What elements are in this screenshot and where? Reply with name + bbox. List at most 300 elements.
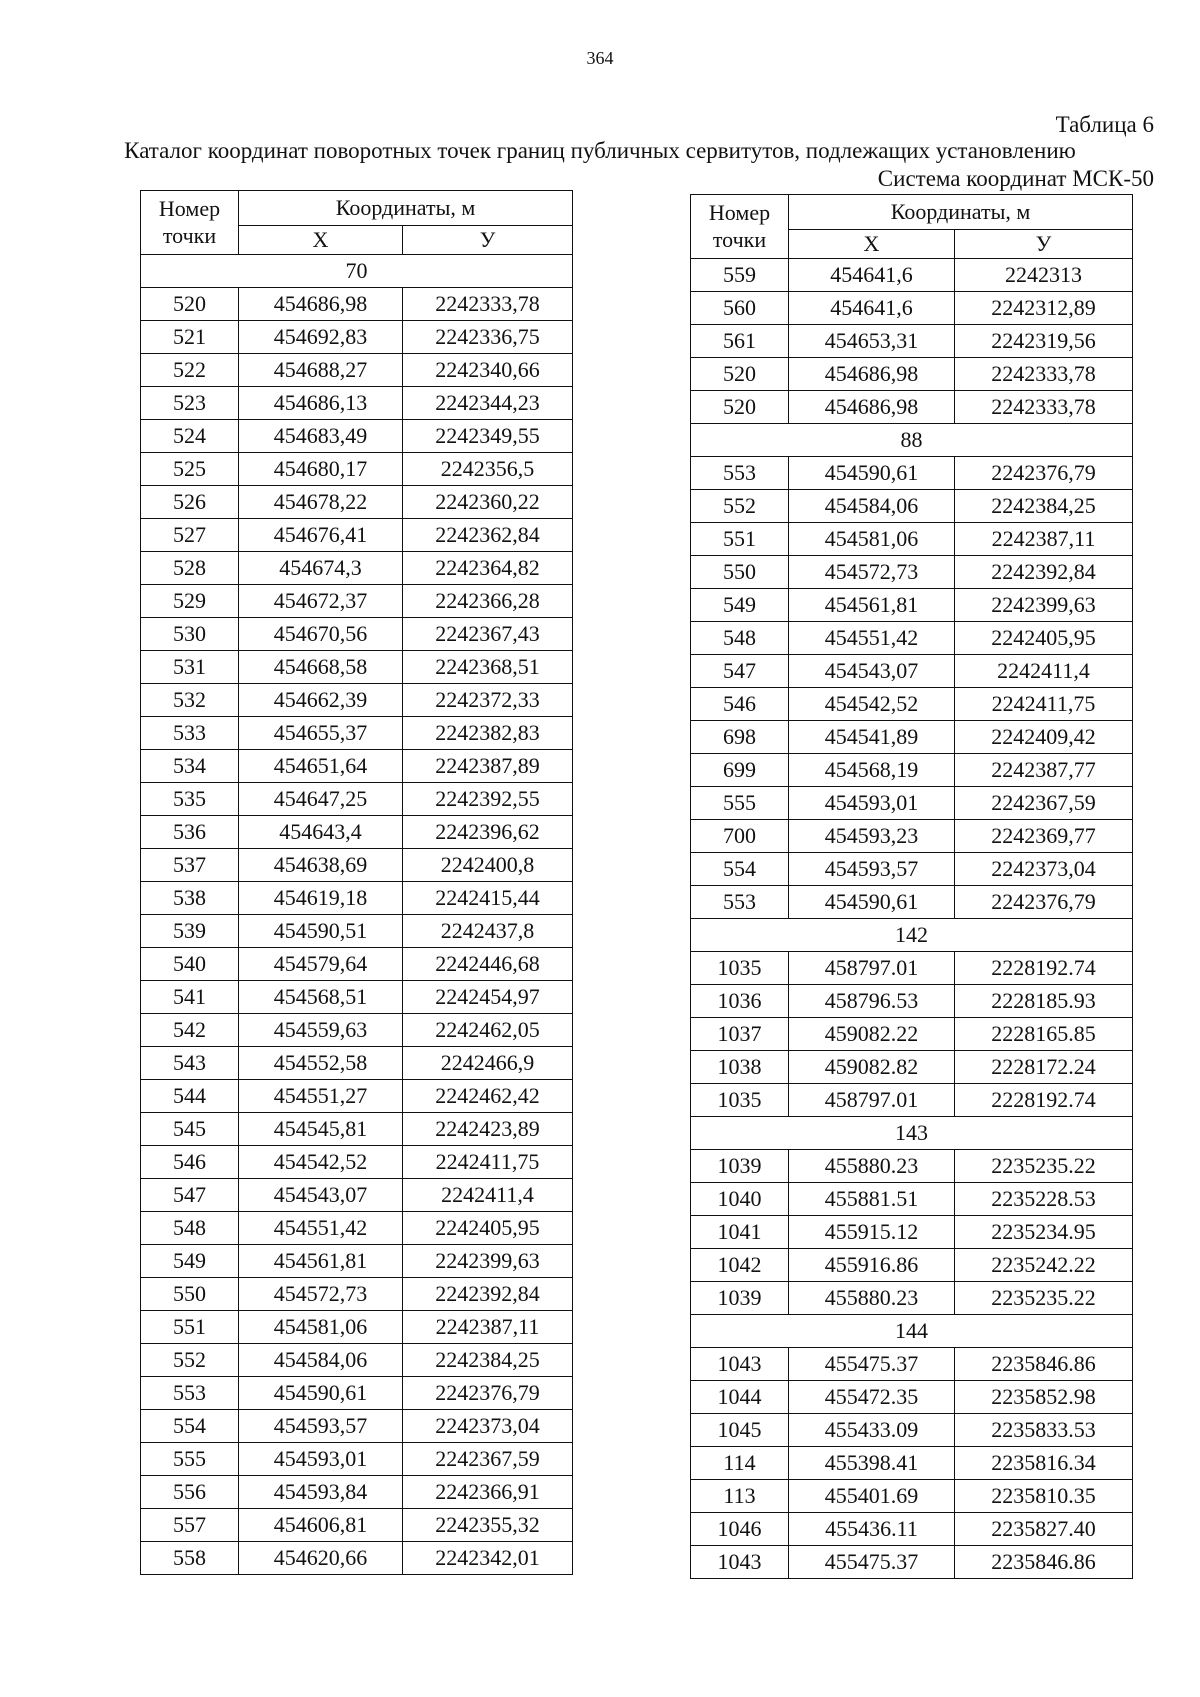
y-coordinate-cell: 2242364,82	[403, 552, 573, 585]
table-row	[141, 1245, 573, 1278]
table-row	[691, 391, 1133, 424]
table-row	[141, 981, 573, 1014]
y-coordinate-cell: 2242367,43	[403, 618, 573, 651]
y-coordinate-cell: 2242373,04	[403, 1410, 573, 1443]
x-coordinate-cell: 454641,6	[789, 259, 955, 292]
y-coordinate-cell: 2235846.86	[955, 1546, 1133, 1579]
y-coordinate-cell: 2242396,62	[403, 816, 573, 849]
y-coordinate-cell: 2242333,78	[403, 288, 573, 321]
table-row	[691, 1084, 1133, 1117]
x-coordinate-cell: 454641,6	[789, 292, 955, 325]
x-coordinate-cell: 454561,81	[789, 589, 955, 622]
table-row	[141, 816, 573, 849]
y-coordinate-cell: 2242376,79	[403, 1377, 573, 1410]
y-coordinate-cell: 2242356,5	[403, 453, 573, 486]
point-number-cell: 550	[141, 1278, 239, 1311]
y-coordinate-cell: 2242387,11	[403, 1311, 573, 1344]
table-number: Таблица 6	[1055, 112, 1154, 137]
y-coordinate-cell: 2242382,83	[403, 717, 573, 750]
coordinates-header: Координаты, м	[789, 195, 1133, 230]
point-number-header-line2: точки	[162, 222, 217, 248]
table-row	[691, 1051, 1133, 1084]
x-coordinate-cell: 454551,42	[789, 622, 955, 655]
point-number-cell: 543	[141, 1047, 239, 1080]
table-row	[691, 1414, 1133, 1447]
table-row	[691, 589, 1133, 622]
x-coordinate-cell: 454653,31	[789, 325, 955, 358]
point-number-cell: 699	[691, 754, 789, 787]
x-coordinate-cell: 454568,51	[239, 981, 403, 1014]
table-row	[691, 1018, 1133, 1051]
point-number-header	[141, 191, 239, 255]
point-number-cell: 529	[141, 585, 239, 618]
x-coordinate-cell: 454590,61	[789, 886, 955, 919]
y-coordinate-cell: 2242384,25	[403, 1344, 573, 1377]
y-coordinate-cell: 2242392,84	[403, 1278, 573, 1311]
x-coordinate-cell: 455916.86	[789, 1249, 955, 1282]
point-number-cell: 521	[141, 321, 239, 354]
y-coordinate-cell: 2235827.40	[955, 1513, 1133, 1546]
x-coordinate-cell: 455475.37	[789, 1348, 955, 1381]
point-number-cell: 535	[141, 783, 239, 816]
y-coordinate-cell: 2242405,95	[955, 622, 1133, 655]
point-number-cell: 1046	[691, 1513, 789, 1546]
x-coordinate-cell: 454686,98	[789, 358, 955, 391]
y-coordinate-cell: 2235234.95	[955, 1216, 1133, 1249]
table-row	[141, 651, 573, 684]
table-row	[691, 853, 1133, 886]
y-coordinate-cell: 2235235.22	[955, 1150, 1133, 1183]
y-coordinate-cell: 2242415,44	[403, 882, 573, 915]
x-coordinate-cell: 454593,57	[239, 1410, 403, 1443]
point-number-cell: 555	[141, 1443, 239, 1476]
point-number-cell: 538	[141, 882, 239, 915]
table-row	[691, 688, 1133, 721]
coordinates-table-right	[690, 194, 1133, 1579]
table-row	[141, 1179, 573, 1212]
y-coordinate-cell: 2242446,68	[403, 948, 573, 981]
table-row	[691, 820, 1133, 853]
x-coordinate-cell: 454584,06	[789, 490, 955, 523]
x-coordinate-cell: 454686,98	[789, 391, 955, 424]
y-coordinate-cell: 2242387,77	[955, 754, 1133, 787]
y-coordinate-cell: 2242369,77	[955, 820, 1133, 853]
x-coordinate-cell: 454674,3	[239, 552, 403, 585]
point-number-cell: 532	[141, 684, 239, 717]
table-row	[691, 1513, 1133, 1546]
point-number-header	[691, 195, 789, 259]
table-row	[141, 882, 573, 915]
y-coordinate-cell: 2242437,8	[403, 915, 573, 948]
y-coordinate-cell: 2228192.74	[955, 1084, 1133, 1117]
y-coordinate-cell: 2242466,9	[403, 1047, 573, 1080]
group-label: 142	[691, 919, 1133, 952]
y-coordinate-cell: 2242409,42	[955, 721, 1133, 754]
point-number-cell: 547	[691, 655, 789, 688]
y-coordinate-cell: 2242362,84	[403, 519, 573, 552]
table-row	[141, 321, 573, 354]
table-row	[141, 1410, 573, 1443]
table-row	[691, 457, 1133, 490]
table-row	[691, 1150, 1133, 1183]
table-row	[141, 750, 573, 783]
table-row	[141, 354, 573, 387]
y-coordinate-cell: 2242372,33	[403, 684, 573, 717]
point-number-cell: 554	[691, 853, 789, 886]
table-row	[691, 1282, 1133, 1315]
table-row	[141, 552, 573, 585]
point-number-cell: 1043	[691, 1348, 789, 1381]
point-number-header-line1: Номер	[708, 200, 771, 226]
x-coordinate-cell: 454593,01	[789, 787, 955, 820]
table-row	[691, 1480, 1133, 1513]
y-coordinate-cell: 2242344,23	[403, 387, 573, 420]
x-coordinate-cell: 454662,39	[239, 684, 403, 717]
y-coordinate-cell: 2228172.24	[955, 1051, 1133, 1084]
point-number-cell: 546	[691, 688, 789, 721]
table-row	[691, 754, 1133, 787]
y-coordinate-cell: 2228192.74	[955, 952, 1133, 985]
table-row	[691, 1546, 1133, 1579]
x-coordinate-cell: 454581,06	[239, 1311, 403, 1344]
x-coordinate-cell: 454670,56	[239, 618, 403, 651]
y-coordinate-cell: 2242342,01	[403, 1542, 573, 1575]
point-number-cell: 547	[141, 1179, 239, 1212]
x-coordinate-cell: 455401.69	[789, 1480, 955, 1513]
y-coordinate-cell: 2242367,59	[403, 1443, 573, 1476]
point-number-cell: 550	[691, 556, 789, 589]
point-number-cell: 114	[691, 1447, 789, 1480]
point-number-cell: 540	[141, 948, 239, 981]
point-number-cell: 523	[141, 387, 239, 420]
x-coordinate-cell: 454680,17	[239, 453, 403, 486]
x-coordinate-cell: 454676,41	[239, 519, 403, 552]
y-coordinate-cell: 2242399,63	[955, 589, 1133, 622]
x-coordinate-cell: 454668,58	[239, 651, 403, 684]
point-number-cell: 524	[141, 420, 239, 453]
point-number-cell: 551	[691, 523, 789, 556]
x-coordinate-cell: 454647,25	[239, 783, 403, 816]
group-row	[691, 919, 1133, 952]
x-coordinate-cell: 454561,81	[239, 1245, 403, 1278]
point-number-cell: 544	[141, 1080, 239, 1113]
y-coordinate-cell: 2242392,55	[403, 783, 573, 816]
y-coordinate-cell: 2242405,95	[403, 1212, 573, 1245]
point-number-cell: 559	[691, 259, 789, 292]
point-number-cell: 555	[691, 787, 789, 820]
table-row	[141, 915, 573, 948]
point-number-cell: 1042	[691, 1249, 789, 1282]
table-row	[691, 358, 1133, 391]
y-coordinate-cell: 2242423,89	[403, 1113, 573, 1146]
table-row	[691, 490, 1133, 523]
group-label: 88	[691, 424, 1133, 457]
point-number-cell: 1037	[691, 1018, 789, 1051]
group-label: 70	[141, 255, 573, 288]
point-number-cell: 1043	[691, 1546, 789, 1579]
x-coordinate-cell: 454638,69	[239, 849, 403, 882]
x-coordinate-cell: 454572,73	[239, 1278, 403, 1311]
table-row	[141, 1212, 573, 1245]
x-coordinate-cell: 454559,63	[239, 1014, 403, 1047]
table-row	[141, 783, 573, 816]
table-row	[141, 1014, 573, 1047]
x-coordinate-cell: 455880.23	[789, 1150, 955, 1183]
y-coordinate-cell: 2228165.85	[955, 1018, 1133, 1051]
point-number-cell: 553	[141, 1377, 239, 1410]
point-number-cell: 698	[691, 721, 789, 754]
point-number-cell: 526	[141, 486, 239, 519]
y-coordinate-cell: 2242336,75	[403, 321, 573, 354]
coordinates-header: Координаты, м	[239, 191, 573, 226]
y-coordinate-cell: 2235846.86	[955, 1348, 1133, 1381]
x-header: Х	[239, 226, 403, 255]
point-number-cell: 530	[141, 618, 239, 651]
x-coordinate-cell: 454672,37	[239, 585, 403, 618]
x-coordinate-cell: 455472.35	[789, 1381, 955, 1414]
x-coordinate-cell: 454545,81	[239, 1113, 403, 1146]
y-coordinate-cell: 2235833.53	[955, 1414, 1133, 1447]
x-coordinate-cell: 454692,83	[239, 321, 403, 354]
y-coordinate-cell: 2242387,89	[403, 750, 573, 783]
y-coordinate-cell: 2235810.35	[955, 1480, 1133, 1513]
x-coordinate-cell: 454593,23	[789, 820, 955, 853]
point-number-cell: 561	[691, 325, 789, 358]
table-row	[141, 1311, 573, 1344]
y-coordinate-cell: 2242376,79	[955, 457, 1133, 490]
table-row	[691, 1183, 1133, 1216]
x-coordinate-cell: 454651,64	[239, 750, 403, 783]
y-coordinate-cell: 2242340,66	[403, 354, 573, 387]
table-row	[141, 684, 573, 717]
point-number-cell: 539	[141, 915, 239, 948]
point-number-cell: 520	[691, 358, 789, 391]
x-coordinate-cell: 454619,18	[239, 882, 403, 915]
table-row	[691, 325, 1133, 358]
table-row	[691, 1216, 1133, 1249]
point-number-cell: 537	[141, 849, 239, 882]
table-row	[691, 886, 1133, 919]
point-number-cell: 545	[141, 1113, 239, 1146]
x-coordinate-cell: 454541,89	[789, 721, 955, 754]
table-row	[691, 1249, 1133, 1282]
table-row	[141, 1377, 573, 1410]
table-row	[141, 717, 573, 750]
table-row	[141, 1146, 573, 1179]
table-row	[691, 622, 1133, 655]
group-row	[691, 424, 1133, 457]
table-row	[691, 556, 1133, 589]
x-coordinate-cell: 455915.12	[789, 1216, 955, 1249]
table-row	[141, 1080, 573, 1113]
table-row	[691, 787, 1133, 820]
table-row	[691, 292, 1133, 325]
y-coordinate-cell: 2242411,75	[955, 688, 1133, 721]
point-number-cell: 700	[691, 820, 789, 853]
y-coordinate-cell: 2235852.98	[955, 1381, 1133, 1414]
x-coordinate-cell: 454606,81	[239, 1509, 403, 1542]
x-coordinate-cell: 458796.53	[789, 985, 955, 1018]
y-coordinate-cell: 2242367,59	[955, 787, 1133, 820]
point-number-cell: 553	[691, 886, 789, 919]
table-row	[141, 1344, 573, 1377]
point-number-cell: 536	[141, 816, 239, 849]
point-number-cell: 541	[141, 981, 239, 1014]
point-number-header-line2: точки	[712, 226, 767, 252]
table-row	[141, 585, 573, 618]
y-coordinate-cell: 2235235.22	[955, 1282, 1133, 1315]
point-number-cell: 1044	[691, 1381, 789, 1414]
y-coordinate-cell: 2242355,32	[403, 1509, 573, 1542]
x-coordinate-cell: 454686,98	[239, 288, 403, 321]
x-coordinate-cell: 454655,37	[239, 717, 403, 750]
x-coordinate-cell: 454590,61	[239, 1377, 403, 1410]
coordinates-table-left	[140, 190, 573, 1575]
table-row	[691, 1348, 1133, 1381]
point-number-cell: 1039	[691, 1282, 789, 1315]
x-coordinate-cell: 454593,57	[789, 853, 955, 886]
point-number-cell: 552	[141, 1344, 239, 1377]
table-row	[141, 948, 573, 981]
y-coordinate-cell: 2242376,79	[955, 886, 1133, 919]
point-number-cell: 534	[141, 750, 239, 783]
point-number-cell: 557	[141, 1509, 239, 1542]
group-row	[141, 255, 573, 288]
point-number-cell: 551	[141, 1311, 239, 1344]
y-coordinate-cell: 2242368,51	[403, 651, 573, 684]
x-coordinate-cell: 455880.23	[789, 1282, 955, 1315]
point-number-cell: 546	[141, 1146, 239, 1179]
point-number-cell: 1038	[691, 1051, 789, 1084]
x-coordinate-cell: 454543,07	[239, 1179, 403, 1212]
x-coordinate-cell: 454590,51	[239, 915, 403, 948]
table-left-body	[141, 255, 573, 1575]
y-header: У	[403, 226, 573, 255]
point-number-cell: 1045	[691, 1414, 789, 1447]
point-number-cell: 549	[691, 589, 789, 622]
x-header: Х	[789, 230, 955, 259]
x-coordinate-cell: 454643,4	[239, 816, 403, 849]
y-coordinate-cell: 2228185.93	[955, 985, 1133, 1018]
x-coordinate-cell: 454678,22	[239, 486, 403, 519]
point-number-cell: 531	[141, 651, 239, 684]
point-number-cell: 1035	[691, 1084, 789, 1117]
y-coordinate-cell: 2242360,22	[403, 486, 573, 519]
x-coordinate-cell: 455436.11	[789, 1513, 955, 1546]
table-row	[691, 721, 1133, 754]
y-coordinate-cell: 2235242.22	[955, 1249, 1133, 1282]
x-coordinate-cell: 454551,27	[239, 1080, 403, 1113]
point-number-cell: 527	[141, 519, 239, 552]
point-number-cell: 528	[141, 552, 239, 585]
table-row	[141, 618, 573, 651]
table-row	[141, 486, 573, 519]
page-number: 364	[586, 48, 614, 68]
point-number-cell: 1039	[691, 1150, 789, 1183]
y-coordinate-cell: 2242366,28	[403, 585, 573, 618]
table-row	[141, 453, 573, 486]
x-coordinate-cell: 458797.01	[789, 1084, 955, 1117]
y-coordinate-cell: 2242333,78	[955, 358, 1133, 391]
x-coordinate-cell: 454579,64	[239, 948, 403, 981]
point-number-cell: 520	[141, 288, 239, 321]
x-coordinate-cell: 455433.09	[789, 1414, 955, 1447]
document-title: Каталог координат поворотных точек границ публичных сервитутов, подлежащих установлению	[124, 138, 1076, 163]
y-coordinate-cell: 2242373,04	[955, 853, 1133, 886]
point-number-cell: 549	[141, 1245, 239, 1278]
group-label: 143	[691, 1117, 1133, 1150]
point-number-cell: 548	[141, 1212, 239, 1245]
point-number-cell: 520	[691, 391, 789, 424]
x-coordinate-cell: 454542,52	[239, 1146, 403, 1179]
y-coordinate-cell: 2242366,91	[403, 1476, 573, 1509]
x-coordinate-cell: 458797.01	[789, 952, 955, 985]
x-coordinate-cell: 454593,01	[239, 1443, 403, 1476]
y-coordinate-cell: 2242462,05	[403, 1014, 573, 1047]
table-row	[691, 655, 1133, 688]
y-coordinate-cell: 2242411,4	[403, 1179, 573, 1212]
table-row	[141, 519, 573, 552]
table-row	[141, 1509, 573, 1542]
y-coordinate-cell: 2242454,97	[403, 981, 573, 1014]
table-row	[691, 985, 1133, 1018]
table-row	[141, 1542, 573, 1575]
y-coordinate-cell: 2235228.53	[955, 1183, 1133, 1216]
y-coordinate-cell: 2242333,78	[955, 391, 1133, 424]
y-coordinate-cell: 2242411,4	[955, 655, 1133, 688]
x-coordinate-cell: 454686,13	[239, 387, 403, 420]
point-number-header-line1: Номер	[158, 196, 221, 222]
x-coordinate-cell: 454581,06	[789, 523, 955, 556]
point-number-cell: 533	[141, 717, 239, 750]
y-coordinate-cell: 2242411,75	[403, 1146, 573, 1179]
table-row	[691, 523, 1133, 556]
group-row	[691, 1117, 1133, 1150]
point-number-cell: 525	[141, 453, 239, 486]
table-row	[141, 1443, 573, 1476]
table-row	[691, 952, 1133, 985]
point-number-cell: 1035	[691, 952, 789, 985]
x-coordinate-cell: 454593,84	[239, 1476, 403, 1509]
x-coordinate-cell: 454584,06	[239, 1344, 403, 1377]
group-row	[691, 1315, 1133, 1348]
x-coordinate-cell: 454688,27	[239, 354, 403, 387]
y-coordinate-cell: 2242392,84	[955, 556, 1133, 589]
point-number-cell: 553	[691, 457, 789, 490]
x-coordinate-cell: 454590,61	[789, 457, 955, 490]
y-coordinate-cell: 2235816.34	[955, 1447, 1133, 1480]
x-coordinate-cell: 454683,49	[239, 420, 403, 453]
table-row	[691, 1447, 1133, 1480]
point-number-cell: 556	[141, 1476, 239, 1509]
table-row	[691, 1381, 1133, 1414]
table-row	[141, 420, 573, 453]
y-coordinate-cell: 2242313	[955, 259, 1133, 292]
y-coordinate-cell: 2242312,89	[955, 292, 1133, 325]
coordinate-system-label: Система координат МСК-50	[877, 166, 1154, 191]
table-row	[141, 387, 573, 420]
x-coordinate-cell: 454620,66	[239, 1542, 403, 1575]
point-number-cell: 113	[691, 1480, 789, 1513]
table-row	[141, 1047, 573, 1080]
x-coordinate-cell: 454543,07	[789, 655, 955, 688]
table-row	[141, 1113, 573, 1146]
x-coordinate-cell: 454552,58	[239, 1047, 403, 1080]
point-number-cell: 558	[141, 1542, 239, 1575]
point-number-cell: 1040	[691, 1183, 789, 1216]
x-coordinate-cell: 455881.51	[789, 1183, 955, 1216]
table-row	[141, 1476, 573, 1509]
